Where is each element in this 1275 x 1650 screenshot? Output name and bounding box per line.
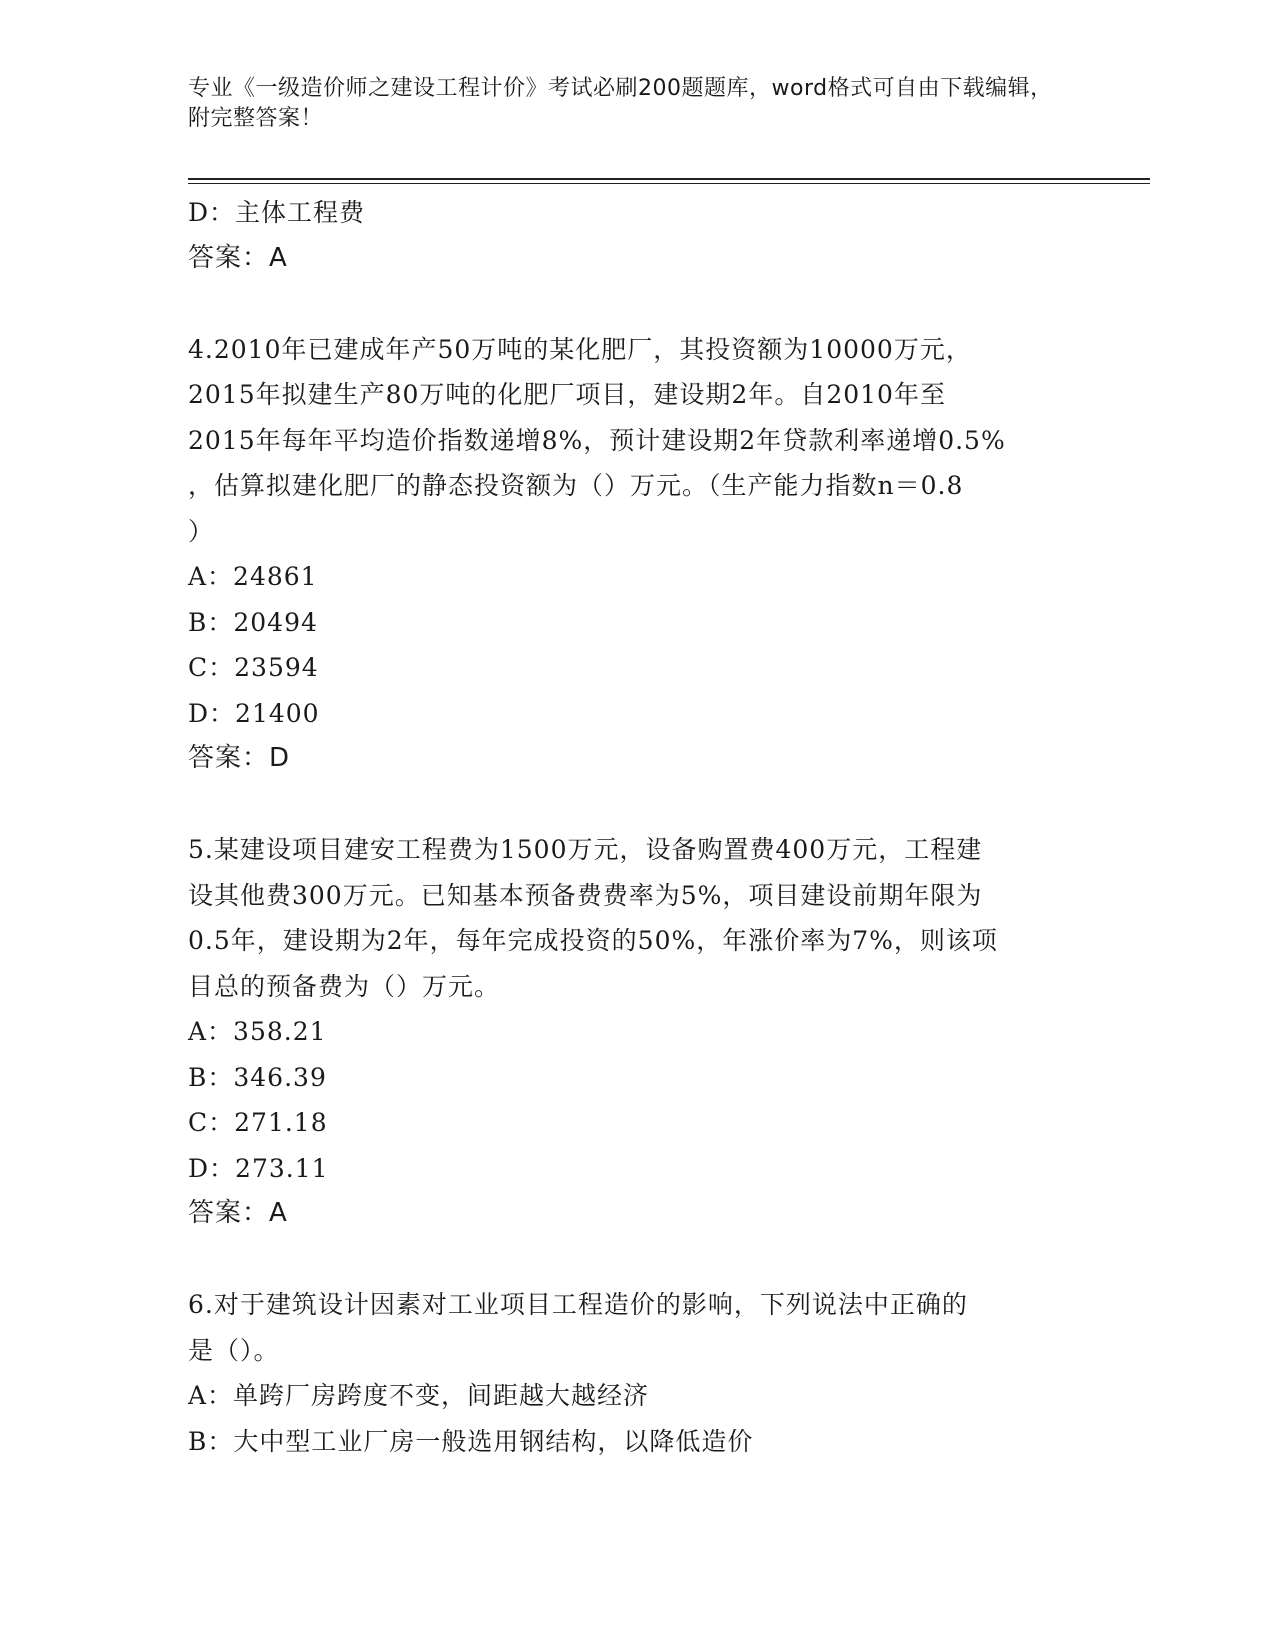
header-title: 专业《一级造价师之建设工程计价》考试必刷200题题库，word格式可自由下载编辑，附完整答案！ — [188, 76, 1053, 131]
question-4-line-3: 2015年每年平均造价指数递增8%，预计建设期2年贷款利率递增0.5% — [188, 425, 1006, 455]
question-4 — [188, 327, 1088, 782]
question-5 — [188, 827, 1088, 1237]
page-header — [188, 74, 1068, 134]
question-6-option-a: A：单跨厂房跨度不变，间距越大越经济 — [188, 1381, 650, 1410]
question-4-option-a: A：24861 — [188, 562, 318, 591]
question-4-option-b: B：20494 — [188, 607, 318, 637]
question-6-option-b: B：大中型工业厂房一般选用钢结构，以降低造价 — [188, 1426, 754, 1456]
question-4-line-4: ，估算拟建化肥厂的静态投资额为（）万元。（生产能力指数n＝0.8 — [188, 471, 964, 500]
header-divider-thick — [188, 178, 1150, 180]
question-6-line-2: 是（）。 — [188, 1335, 280, 1365]
question-4-answer: 答案：D — [188, 743, 291, 773]
question-content — [188, 190, 1088, 1464]
question-5-line-2: 设其他费300万元。已知基本预备费费率为5%，项目建设前期年限为 — [188, 880, 983, 910]
question-4-line-2: 2015年拟建生产80万吨的化肥厂项目，建设期2年。自2010年至 — [188, 380, 946, 409]
question-4-option-d: D：21400 — [188, 698, 320, 728]
spacer — [188, 281, 1088, 327]
prev-option-d: D：主体工程费 — [188, 198, 366, 227]
spacer — [188, 1237, 1088, 1283]
question-4-line-5: ） — [188, 516, 215, 546]
question-5-line-3: 0.5年，建设期为2年，每年完成投资的50%，年涨价率为7%，则该项 — [188, 926, 998, 955]
question-5-line-1: 5.某建设项目建安工程费为1500万元，设备购置费400万元，工程建 — [188, 835, 983, 864]
question-4-line-1: 4.2010年已建成年产50万吨的某化肥厂，其投资额为10000万元， — [188, 334, 972, 364]
header-divider-thin — [188, 183, 1150, 184]
question-4-option-c: C：23594 — [188, 653, 319, 682]
question-5-option-c: C：271.18 — [188, 1108, 328, 1137]
question-6 — [188, 1282, 1088, 1464]
spacer — [188, 782, 1088, 828]
prev-answer: 答案：A — [188, 242, 288, 273]
question-5-line-4: 目总的预备费为（）万元。 — [188, 971, 501, 1001]
question-5-answer: 答案：A — [188, 1198, 288, 1228]
question-6-line-1: 6.对于建筑设计因素对工业项目工程造价的影响，下列说法中正确的 — [188, 1290, 968, 1319]
question-5-option-a: A：358.21 — [188, 1017, 327, 1046]
question-5-option-d: D：273.11 — [188, 1153, 329, 1183]
question-5-option-b: B：346.39 — [188, 1062, 327, 1092]
